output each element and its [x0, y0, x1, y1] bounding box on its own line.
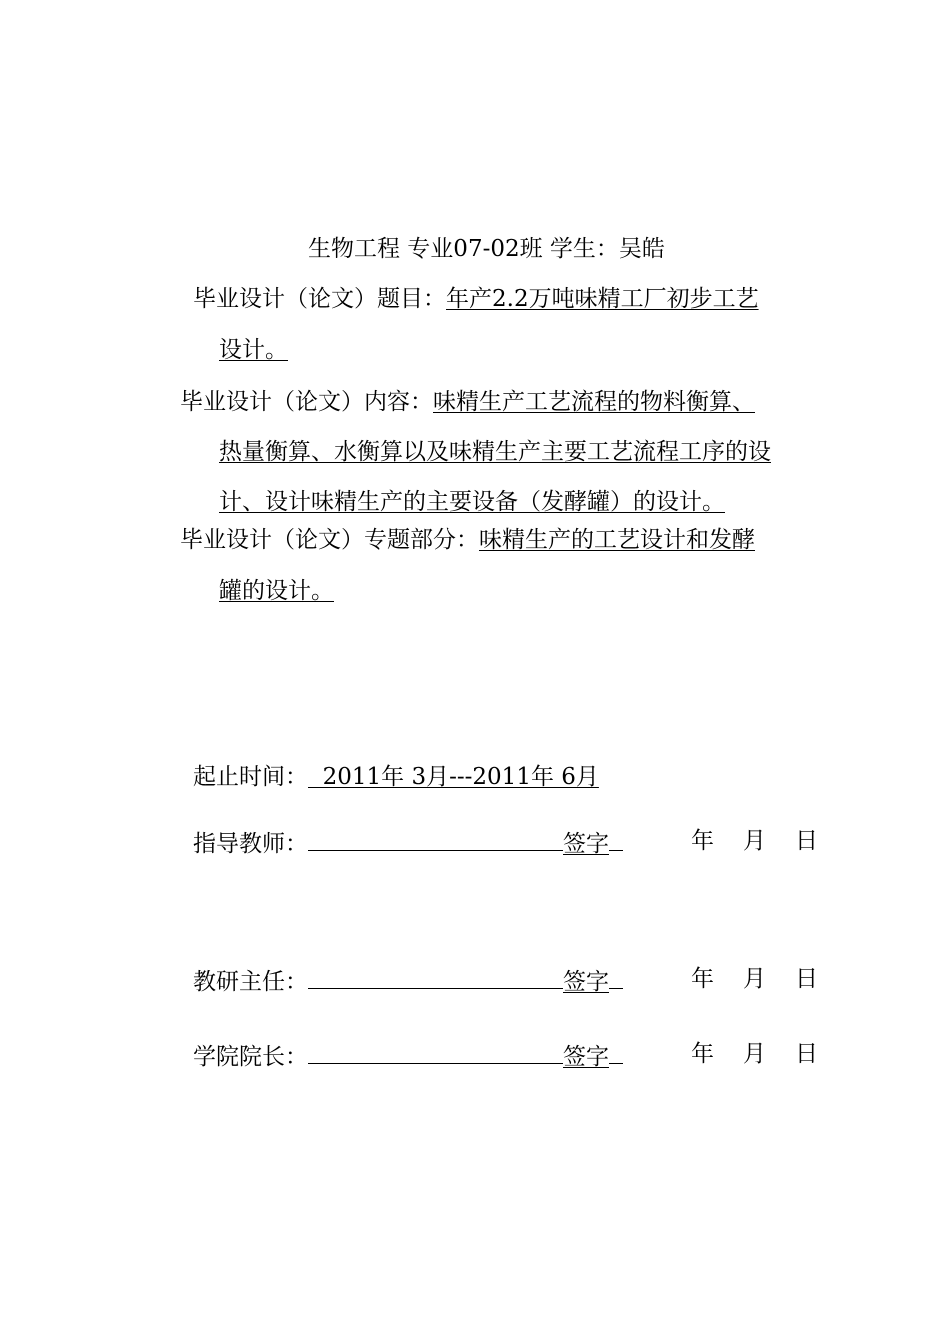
director-signature-blank[interactable]: [308, 964, 563, 989]
dean-day: 日: [795, 1041, 818, 1067]
content-row: [180, 387, 755, 417]
content-value-line1: 味精生产工艺流程的物料衡算、: [433, 389, 755, 415]
content-row-cont2: [219, 487, 725, 517]
dean-sign-word: 签字: [563, 1044, 609, 1070]
topic-row-cont: [219, 335, 288, 365]
dean-signature-tail: [609, 1039, 623, 1064]
student-info: 生物工程 专业07-02班 学生：吴皓: [308, 236, 665, 262]
period-row: [193, 762, 599, 792]
dean-date: [691, 1039, 847, 1069]
director-label: 教研主任：: [193, 969, 308, 995]
dean-month: 月: [743, 1041, 766, 1067]
director-row: [193, 964, 623, 994]
advisor-row: [193, 826, 623, 856]
dean-year: 年: [691, 1041, 714, 1067]
advisor-signature-blank[interactable]: [308, 826, 563, 851]
dean-row: [193, 1039, 623, 1069]
content-row-cont1: [219, 437, 771, 467]
topic-value-line1: 年产2.2万吨味精工厂初步工艺: [446, 286, 759, 312]
content-value-line2: 热量衡算、水衡算以及味精生产主要工艺流程工序的设: [219, 439, 771, 465]
dean-label: 学院院长：: [193, 1044, 308, 1070]
advisor-day: 日: [795, 828, 818, 854]
advisor-year: 年: [691, 828, 714, 854]
special-value-line1: 味精生产的工艺设计和发酵: [479, 527, 755, 553]
dean-signature-blank[interactable]: [308, 1039, 563, 1064]
advisor-month: 月: [743, 828, 766, 854]
special-value-line2: 罐的设计。: [219, 578, 334, 604]
topic-label: 毕业设计（论文）题目：: [193, 286, 446, 312]
period-label: 起止时间：: [193, 764, 308, 790]
special-label: 毕业设计（论文）专题部分：: [180, 527, 479, 553]
advisor-sign-word: 签字: [563, 831, 609, 857]
director-sign-word: 签字: [563, 969, 609, 995]
advisor-label: 指导教师：: [193, 831, 308, 857]
content-value-line3: 计、设计味精生产的主要设备（发酵罐）的设计。: [219, 489, 725, 515]
director-signature-tail: [609, 964, 623, 989]
topic-row: [193, 284, 759, 314]
advisor-signature-tail: [609, 826, 623, 851]
special-row-cont: [219, 576, 334, 606]
director-year: 年: [691, 966, 714, 992]
special-row: [180, 525, 755, 555]
period-value: 2011年 3月---2011年 6月: [308, 764, 599, 790]
content-label: 毕业设计（论文）内容：: [180, 389, 433, 415]
director-date: [691, 964, 847, 994]
director-day: 日: [795, 966, 818, 992]
director-month: 月: [743, 966, 766, 992]
topic-value-line2: 设计。: [219, 337, 288, 363]
advisor-date: [691, 826, 847, 856]
